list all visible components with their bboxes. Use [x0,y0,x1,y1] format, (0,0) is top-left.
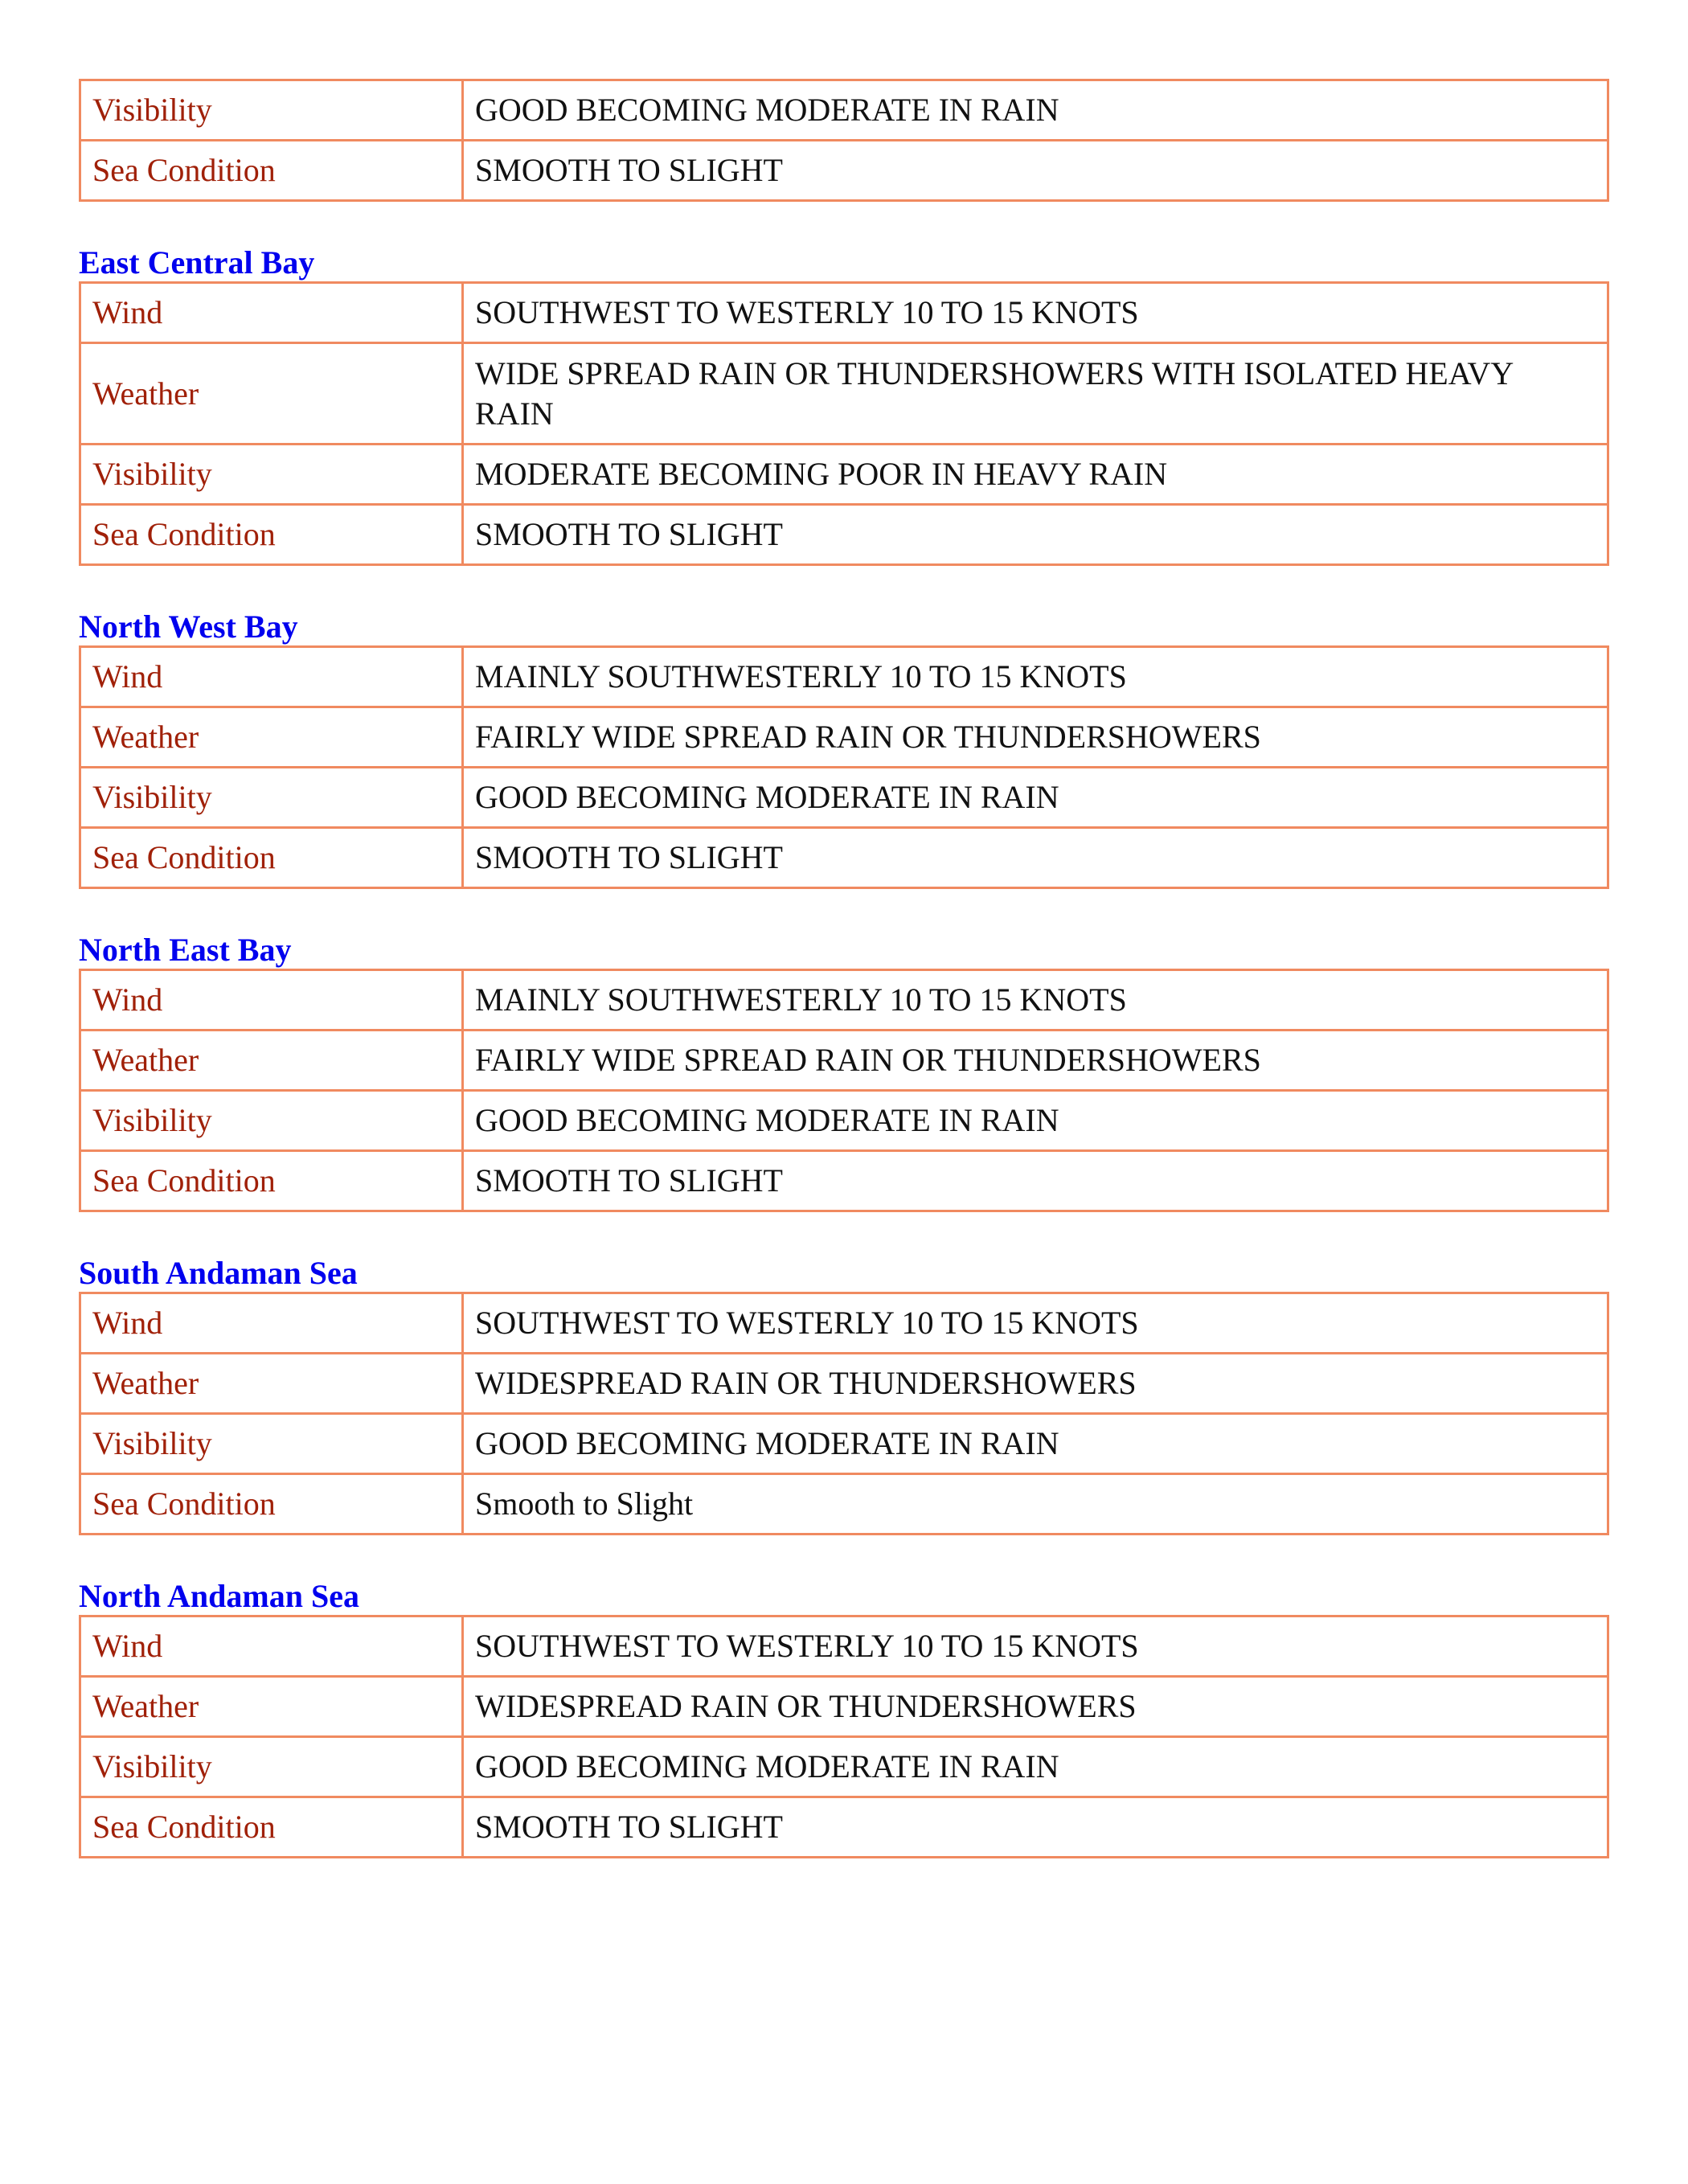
table-row [80,1151,1608,1211]
forecast-table [79,645,1609,889]
table-row [80,1354,1608,1414]
row-label: Sea Condition [80,141,463,201]
forecast-table [79,969,1609,1212]
table-row [80,1293,1608,1354]
forecast-table [79,1615,1609,1858]
row-label: Visibility [80,1414,463,1474]
row-label: Wind [80,647,463,707]
row-label: Sea Condition [80,1474,463,1535]
row-value: GOOD BECOMING MODERATE IN RAIN [463,80,1608,141]
row-label: Wind [80,1616,463,1677]
row-value: WIDESPREAD RAIN OR THUNDERSHOWERS [463,1677,1608,1737]
row-label: Sea Condition [80,505,463,565]
forecast-section-east-central-bay [79,244,1609,566]
row-value: WIDE SPREAD RAIN OR THUNDERSHOWERS WITH ISOLATED HEAVY RAIN [463,343,1608,445]
row-value: MAINLY SOUTHWESTERLY 10 TO 15 KNOTS [463,970,1608,1031]
table-row [80,283,1608,343]
row-label: Wind [80,970,463,1031]
table-row [80,707,1608,768]
row-label: Visibility [80,445,463,505]
row-value: SOUTHWEST TO WESTERLY 10 TO 15 KNOTS [463,1293,1608,1354]
row-value: SOUTHWEST TO WESTERLY 10 TO 15 KNOTS [463,283,1608,343]
section-title: South Andaman Sea [79,1255,358,1291]
row-label: Wind [80,1293,463,1354]
row-label: Visibility [80,768,463,828]
table-row [80,1616,1608,1677]
forecast-section-south-andaman-sea [79,1255,1609,1535]
forecast-table [79,1292,1609,1535]
forecast-table [79,79,1609,202]
table-row [80,647,1608,707]
row-value: MODERATE BECOMING POOR IN HEAVY RAIN [463,445,1608,505]
row-value: GOOD BECOMING MODERATE IN RAIN [463,1414,1608,1474]
row-label: Wind [80,283,463,343]
section-title: North East Bay [79,932,292,968]
table-row [80,828,1608,888]
row-label: Weather [80,1031,463,1091]
row-label: Sea Condition [80,828,463,888]
forecast-table [79,281,1609,566]
row-value: SMOOTH TO SLIGHT [463,141,1608,201]
row-value: Smooth to Slight [463,1474,1608,1535]
section-title: North Andaman Sea [79,1578,359,1614]
table-row [80,343,1608,445]
table-row [80,141,1608,201]
row-value: GOOD BECOMING MODERATE IN RAIN [463,1737,1608,1797]
row-value: GOOD BECOMING MODERATE IN RAIN [463,1091,1608,1151]
row-value: GOOD BECOMING MODERATE IN RAIN [463,768,1608,828]
table-row [80,1677,1608,1737]
table-row [80,1414,1608,1474]
table-row [80,768,1608,828]
table-row [80,1737,1608,1797]
row-label: Visibility [80,80,463,141]
forecast-section-continued [79,79,1609,202]
row-value: SOUTHWEST TO WESTERLY 10 TO 15 KNOTS [463,1616,1608,1677]
table-row [80,1474,1608,1535]
row-label: Weather [80,1354,463,1414]
table-row [80,1797,1608,1858]
row-value: SMOOTH TO SLIGHT [463,1151,1608,1211]
forecast-section-north-andaman-sea [79,1578,1609,1858]
row-label: Visibility [80,1091,463,1151]
row-value: FAIRLY WIDE SPREAD RAIN OR THUNDERSHOWERS [463,1031,1608,1091]
table-row [80,80,1608,141]
row-label: Weather [80,343,463,445]
section-title: East Central Bay [79,244,315,281]
row-value: FAIRLY WIDE SPREAD RAIN OR THUNDERSHOWERS [463,707,1608,768]
table-row [80,1031,1608,1091]
row-value: SMOOTH TO SLIGHT [463,1797,1608,1858]
section-title: North West Bay [79,608,298,645]
row-value: WIDESPREAD RAIN OR THUNDERSHOWERS [463,1354,1608,1414]
row-label: Sea Condition [80,1797,463,1858]
table-row [80,445,1608,505]
row-label: Sea Condition [80,1151,463,1211]
row-label: Weather [80,1677,463,1737]
forecast-section-north-west-bay [79,608,1609,889]
table-row [80,970,1608,1031]
row-label: Visibility [80,1737,463,1797]
row-value: SMOOTH TO SLIGHT [463,505,1608,565]
forecast-section-north-east-bay [79,932,1609,1212]
row-label: Weather [80,707,463,768]
table-row [80,505,1608,565]
forecast-document [79,79,1609,1858]
table-row [80,1091,1608,1151]
row-value: MAINLY SOUTHWESTERLY 10 TO 15 KNOTS [463,647,1608,707]
row-value: SMOOTH TO SLIGHT [463,828,1608,888]
